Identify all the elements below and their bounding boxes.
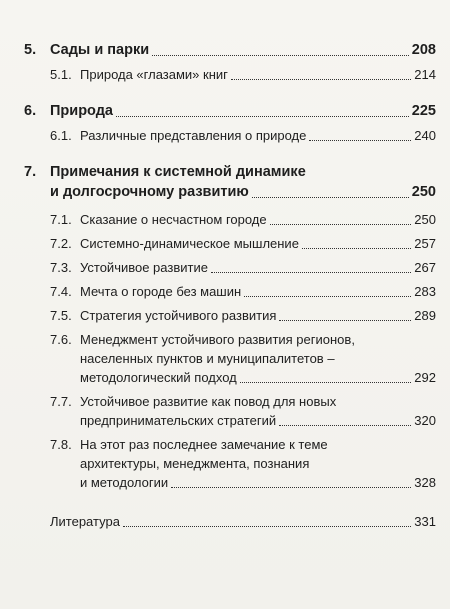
- section-number: 7.6.: [50, 332, 72, 347]
- table-of-contents: [24, 40, 436, 531]
- dot-leader: [279, 320, 411, 321]
- page-number: 250: [414, 212, 436, 227]
- page-number: 283: [414, 284, 436, 299]
- dot-leader: [309, 140, 411, 141]
- section-number: 7.7.: [50, 394, 72, 409]
- page-number: 331: [414, 514, 436, 529]
- section-title-line-3: методологический подход: [80, 370, 237, 385]
- section-title: Устойчивое развитие: [80, 260, 208, 275]
- section-title-line-1: Менеджмент устойчивого развития регионов,: [80, 332, 355, 347]
- literature-title: Литература: [50, 514, 120, 529]
- dot-leader: [116, 116, 409, 117]
- toc-section-7-6[interactable]: [50, 330, 436, 387]
- section-title: Природа «глазами» книг: [80, 67, 228, 82]
- section-title-line-2: предпринимательских стратегий: [80, 413, 277, 428]
- toc-chapter-6[interactable]: [24, 101, 436, 121]
- toc-literature[interactable]: [50, 512, 436, 531]
- dot-leader: [252, 197, 409, 198]
- page-number: 214: [414, 67, 436, 82]
- toc-section-5-1[interactable]: [50, 65, 436, 84]
- dot-leader: [152, 55, 409, 56]
- page-number: 328: [414, 475, 436, 490]
- section-title-line-1: Устойчивое развитие как повод для новых: [80, 394, 337, 409]
- toc-section-7-4[interactable]: [50, 282, 436, 301]
- toc-section-7-2[interactable]: [50, 234, 436, 253]
- dot-leader: [171, 487, 411, 488]
- toc-section-6-1[interactable]: [50, 126, 436, 145]
- dot-leader: [211, 272, 411, 273]
- chapter-title-line-1: Примечания к системной динамике: [50, 164, 306, 180]
- toc-section-7-5[interactable]: [50, 306, 436, 325]
- dot-leader: [231, 79, 411, 80]
- dot-leader: [240, 382, 412, 383]
- dot-leader: [279, 425, 411, 426]
- chapter-number: 5.: [24, 42, 37, 58]
- section-title: Сказание о несчастном городе: [80, 212, 267, 227]
- toc-chapter-7[interactable]: [24, 162, 436, 202]
- page-number: 292: [414, 370, 436, 385]
- chapter-number: 6.: [24, 103, 37, 119]
- section-number: 7.2.: [50, 236, 72, 251]
- section-title-line-1: На этот раз последнее замечание к теме: [80, 437, 328, 452]
- chapter-title-line-2: и долгосрочному развитию: [50, 184, 249, 200]
- section-number: 6.1.: [50, 128, 72, 143]
- dot-leader: [123, 526, 411, 527]
- toc-section-7-1[interactable]: [50, 210, 436, 229]
- section-title-line-2: архитектуры, менеджмента, познания: [80, 456, 310, 471]
- section-title: Различные представления о природе: [80, 128, 307, 143]
- page-number: 257: [414, 236, 436, 251]
- section-title-line-3: и методологии: [80, 475, 169, 490]
- dot-leader: [302, 248, 411, 249]
- section-number: 7.8.: [50, 437, 72, 452]
- toc-section-7-7[interactable]: [50, 392, 436, 430]
- chapter-title: Сады и парки: [50, 42, 150, 58]
- section-number: 7.3.: [50, 260, 72, 275]
- section-title: Мечта о городе без машин: [80, 284, 242, 299]
- page-number: 320: [414, 413, 436, 428]
- page-number: 267: [414, 260, 436, 275]
- section-number: 5.1.: [50, 67, 72, 82]
- page-number: 289: [414, 308, 436, 323]
- toc-section-7-3[interactable]: [50, 258, 436, 277]
- section-title-line-2: населенных пунктов и муниципалитетов –: [80, 351, 335, 366]
- dot-leader: [270, 224, 412, 225]
- section-number: 7.4.: [50, 284, 72, 299]
- section-title: Системно-динамическое мышление: [80, 236, 299, 251]
- page-number: 240: [414, 128, 436, 143]
- chapter-title: Природа: [50, 103, 113, 119]
- page-number: 225: [411, 103, 436, 119]
- page-number: 250: [411, 184, 436, 200]
- page-number: 208: [411, 42, 436, 58]
- section-number: 7.5.: [50, 308, 72, 323]
- chapter-number: 7.: [24, 164, 37, 180]
- dot-leader: [244, 296, 411, 297]
- section-number: 7.1.: [50, 212, 72, 227]
- toc-section-7-8[interactable]: [50, 435, 436, 492]
- section-title: Стратегия устойчивого развития: [80, 308, 277, 323]
- toc-chapter-5[interactable]: [24, 40, 436, 60]
